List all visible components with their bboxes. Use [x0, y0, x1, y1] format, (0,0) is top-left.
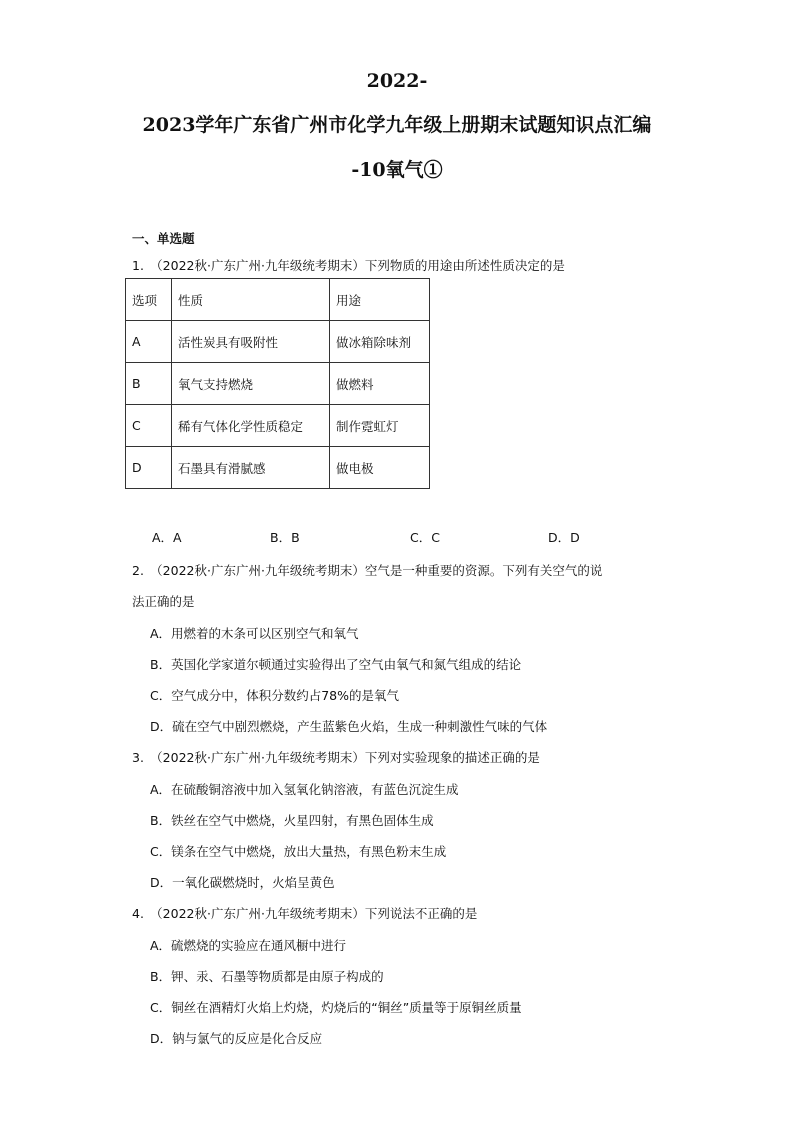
table-header-cell: 选项: [126, 279, 172, 321]
table-cell: A: [126, 321, 172, 363]
question-1-answer-a: A．A: [152, 530, 182, 545]
table-cell: 稀有气体化学性质稳定: [172, 405, 330, 447]
table-cell: 做燃料: [330, 363, 430, 405]
question-3-option-d: D．一氧化碳燃烧时，火焰呈黄色: [150, 875, 335, 890]
question-3-option-a: A．在硫酸铜溶液中加入氢氧化钠溶液，有蓝色沉淀生成: [150, 782, 459, 797]
table-cell: C: [126, 405, 172, 447]
doc-title-line-2: 2023学年广东省广州市化学九年级上册期末试题知识点汇编: [142, 114, 652, 136]
table-cell: B: [126, 363, 172, 405]
table-header-cell: 性质: [172, 279, 330, 321]
question-2-option-c: C．空气成分中，体积分数约占78%的是氧气: [150, 688, 400, 703]
table-cell: 做电极: [330, 447, 430, 489]
table-cell: 氧气支持燃烧: [172, 363, 330, 405]
table-cell: 活性炭具有吸附性: [172, 321, 330, 363]
table-row: [126, 321, 430, 363]
question-2-option-a: A．用燃着的木条可以区别空气和氧气: [150, 626, 359, 641]
question-1-stem: 1. （2022秋·广东广州·九年级统考期末）下列物质的用途由所述性质决定的是: [132, 258, 565, 273]
doc-title-line-1: 2022-: [366, 70, 428, 92]
question-2-option-d: D．硫在空气中剧烈燃烧，产生蓝紫色火焰，生成一种刺激性气味的气体: [150, 719, 548, 734]
doc-title-line-3: -10氧气①: [351, 159, 443, 181]
question-1-answer-b: B．B: [270, 530, 300, 545]
table-cell: 石墨具有滑腻感: [172, 447, 330, 489]
question-4-option-d: D．钠与氯气的反应是化合反应: [150, 1031, 323, 1046]
question-1-answer-d: D．D: [548, 530, 580, 545]
table-row: [126, 447, 430, 489]
table-header-row: [126, 279, 430, 321]
table-cell: 做冰箱除味剂: [330, 321, 430, 363]
question-4-option-c: C．铜丝在酒精灯火焰上灼烧，灼烧后的“铜丝”质量等于原铜丝质量: [150, 1000, 522, 1015]
question-1-answer-c: C．C: [410, 530, 440, 545]
table-header-cell: 用途: [330, 279, 430, 321]
section-heading: 一、单选题: [132, 231, 195, 246]
question-3-stem: 3. （2022秋·广东广州·九年级统考期末）下列对实验现象的描述正确的是: [132, 750, 540, 765]
question-3-option-c: C．镁条在空气中燃烧，放出大量热，有黑色粉末生成: [150, 844, 447, 859]
question-2-stem-line-1: 2. （2022秋·广东广州·九年级统考期末）空气是一种重要的资源。下列有关空气的说: [132, 563, 603, 578]
table-cell: 制作霓虹灯: [330, 405, 430, 447]
question-1-table: [125, 278, 430, 489]
question-4-stem: 4. （2022秋·广东广州·九年级统考期末）下列说法不正确的是: [132, 906, 478, 921]
question-3-option-b: B．铁丝在空气中燃烧，火星四射，有黑色固体生成: [150, 813, 434, 828]
table-row: [126, 405, 430, 447]
question-2-stem-line-2: 法正确的是: [132, 594, 195, 609]
question-4-option-a: A．硫燃烧的实验应在通风橱中进行: [150, 938, 347, 953]
question-4-option-b: B．钾、汞、石墨等物质都是由原子构成的: [150, 969, 384, 984]
table-cell: D: [126, 447, 172, 489]
question-2-option-b: B．英国化学家道尔顿通过实验得出了空气由氧气和氮气组成的结论: [150, 657, 522, 672]
table-row: [126, 363, 430, 405]
